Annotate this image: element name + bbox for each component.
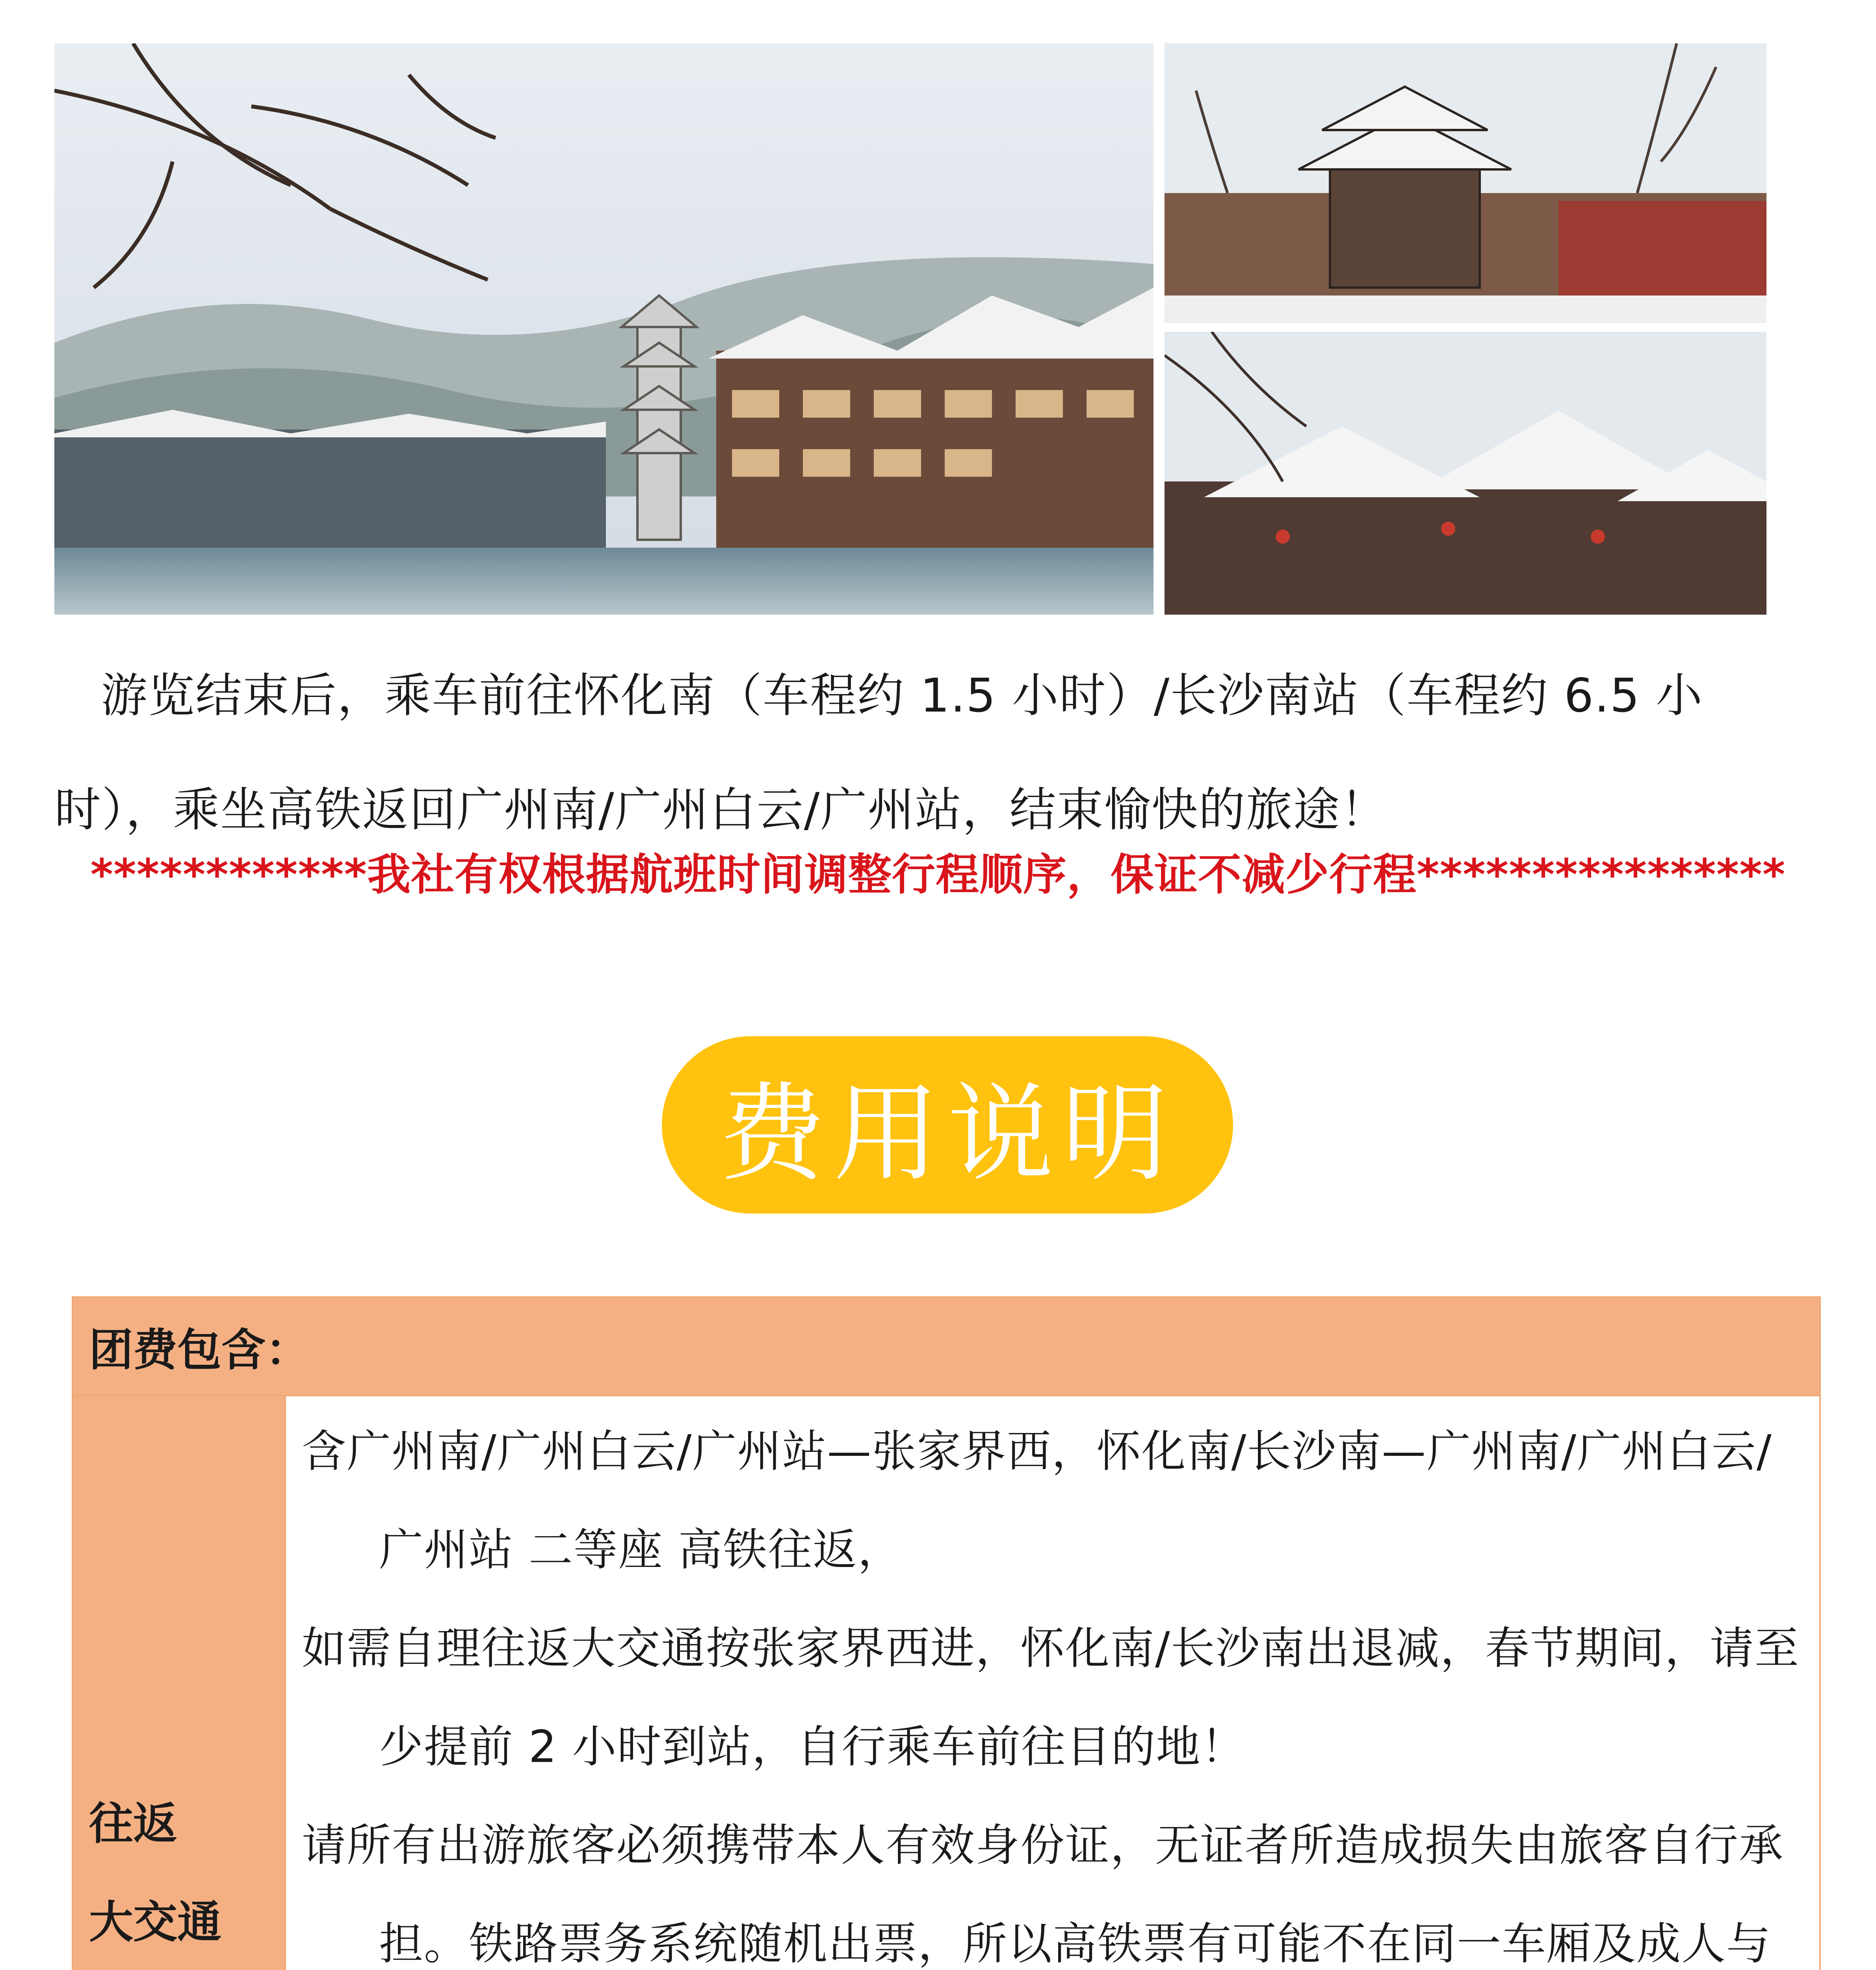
- photo-pavilion-snow: [1165, 43, 1766, 323]
- section-title-pill: [662, 1036, 1233, 1214]
- row-label-line1: 往返: [89, 1798, 177, 1849]
- section-title: 费用说明: [719, 1072, 1176, 1196]
- transport-item: 如需自理往返大交通按张家界西进，怀化南/长沙南出退减，春节期间，请至少提前 2 小时到站，自行乘车前往目的地！: [302, 1623, 1800, 1773]
- intro-paragraph: 游览结束后，乘车前往怀化南（车程约 1.5 小时）/长沙南站（车程约 6.5 小时），乘坐高铁返回广州南/广州白云/广州站，结束愉快的旅途！: [54, 668, 1703, 837]
- table-header: 团费包含：: [73, 1298, 1819, 1396]
- table-row-transport: [73, 1396, 1819, 1970]
- photo-village-roofs-snow: [1165, 332, 1766, 615]
- row-label-line2: 大交通: [89, 1897, 221, 1948]
- itinerary-notice: ************我社有权根据航班时间调整行程顺序，保证不减少行程****************: [90, 849, 1786, 900]
- photo-fenghuang-river-snow: [54, 43, 1153, 615]
- transport-item: 含广州南/广州白云/广州站—张家界西，怀化南/长沙南—广州南/广州白云/广州站 二等座 高铁往返，: [302, 1426, 1772, 1576]
- cost-table: [72, 1296, 1821, 1970]
- row-label-transport: [73, 1396, 286, 1970]
- transport-item: 请所有出游旅客必须携带本人有效身份证，无证者所造成损失由旅客自行承担。铁路票务系统随机出票，所以高铁票有可能不在同一车厢及成人与: [302, 1820, 1784, 1970]
- row-body-transport: [286, 1396, 1819, 1970]
